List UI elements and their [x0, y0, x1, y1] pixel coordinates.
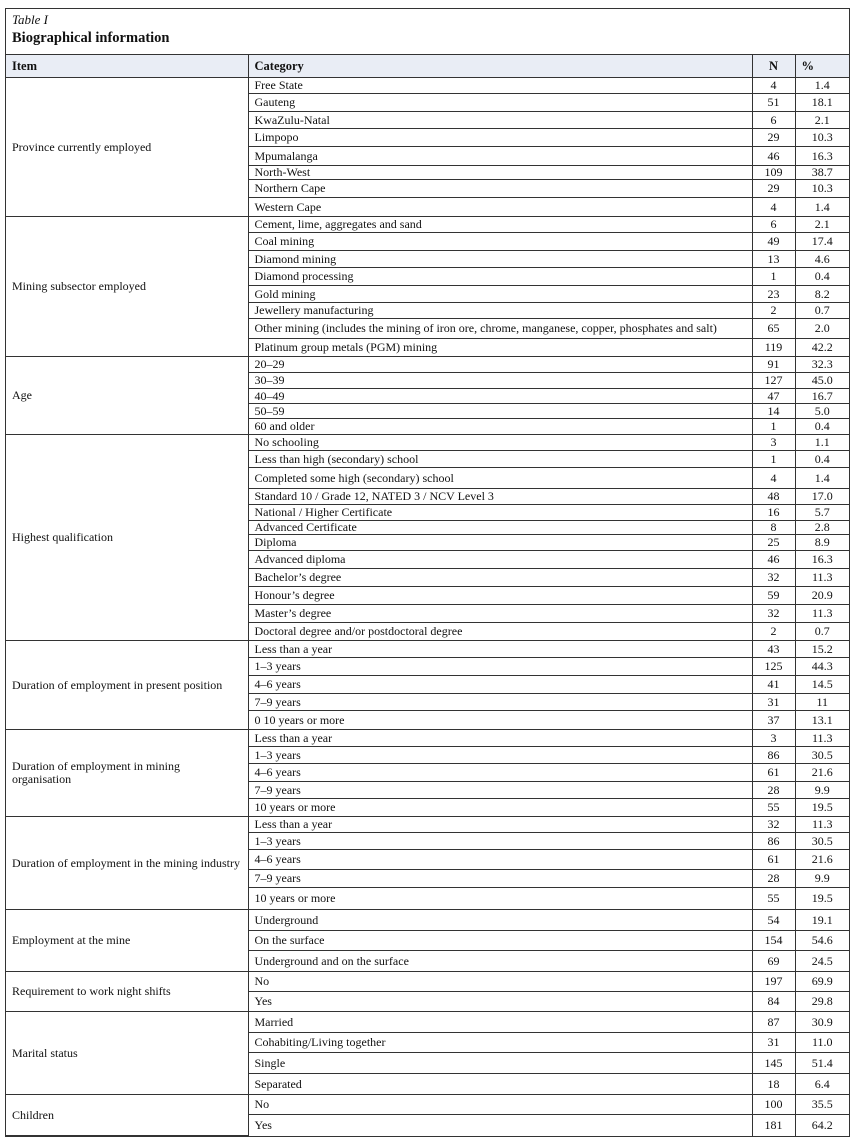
category-cell: 7–9 years — [248, 694, 752, 711]
n-cell: 8 — [752, 521, 795, 535]
percent-cell: 13.1 — [795, 711, 849, 730]
category-cell: Yes — [248, 992, 752, 1012]
percent-cell: 2.1 — [795, 112, 849, 129]
category-cell: 40–49 — [248, 389, 752, 404]
header-category: Category — [248, 55, 752, 78]
percent-cell: 11.0 — [795, 1033, 849, 1053]
percent-cell: 19.1 — [795, 910, 849, 931]
n-cell: 86 — [752, 747, 795, 764]
n-cell: 55 — [752, 799, 795, 817]
category-cell: Free State — [248, 78, 752, 94]
category-cell: 1–3 years — [248, 658, 752, 676]
n-cell: 32 — [752, 569, 795, 587]
category-cell: Cohabiting/Living together — [248, 1033, 752, 1053]
n-cell: 84 — [752, 992, 795, 1012]
category-cell: 60 and older — [248, 419, 752, 435]
percent-cell: 17.0 — [795, 489, 849, 505]
category-cell: Standard 10 / Grade 12, NATED 3 / NCV Level 3 — [248, 489, 752, 505]
category-cell: Bachelor’s degree — [248, 569, 752, 587]
n-cell: 55 — [752, 888, 795, 910]
category-cell: Underground — [248, 910, 752, 931]
percent-cell: 19.5 — [795, 799, 849, 817]
percent-cell: 54.6 — [795, 931, 849, 951]
category-cell: Honour’s degree — [248, 587, 752, 605]
item-cell: Duration of employment in the mining industry — [6, 817, 248, 910]
table-row — [6, 641, 849, 658]
category-cell: Underground and on the surface — [248, 951, 752, 972]
category-cell: Diamond mining — [248, 251, 752, 268]
table-row — [6, 1012, 849, 1033]
item-cell: Mining subsector employed — [6, 217, 248, 357]
category-cell: Married — [248, 1012, 752, 1033]
n-cell: 37 — [752, 711, 795, 730]
percent-cell: 51.4 — [795, 1053, 849, 1074]
category-cell: 4–6 years — [248, 676, 752, 694]
category-cell: Master’s degree — [248, 605, 752, 623]
category-cell: Limpopo — [248, 129, 752, 147]
n-cell: 32 — [752, 817, 795, 833]
table-row — [6, 78, 849, 94]
item-cell: Duration of employment in present position — [6, 641, 248, 730]
table-title: Biographical information — [12, 30, 170, 46]
n-cell: 54 — [752, 910, 795, 931]
n-cell: 46 — [752, 147, 795, 166]
category-cell: Gold mining — [248, 286, 752, 303]
category-cell: Western Cape — [248, 198, 752, 217]
category-cell: Diamond processing — [248, 268, 752, 286]
category-cell: KwaZulu-Natal — [248, 112, 752, 129]
n-cell: 109 — [752, 166, 795, 180]
n-cell: 2 — [752, 303, 795, 319]
percent-cell: 11.3 — [795, 730, 849, 747]
category-cell: Jewellery manufacturing — [248, 303, 752, 319]
percent-cell: 44.3 — [795, 658, 849, 676]
percent-cell: 8.9 — [795, 535, 849, 551]
category-cell: Yes — [248, 1115, 752, 1136]
header-item: Item — [6, 55, 248, 78]
table-container — [5, 8, 850, 1137]
category-cell: 10 years or more — [248, 888, 752, 910]
n-cell: 16 — [752, 505, 795, 521]
percent-cell: 38.7 — [795, 166, 849, 180]
n-cell: 61 — [752, 764, 795, 782]
n-cell: 87 — [752, 1012, 795, 1033]
percent-cell: 0.7 — [795, 303, 849, 319]
n-cell: 59 — [752, 587, 795, 605]
item-cell: Province currently employed — [6, 78, 248, 217]
percent-cell: 2.0 — [795, 319, 849, 339]
category-cell: On the surface — [248, 931, 752, 951]
percent-cell: 19.5 — [795, 888, 849, 910]
item-cell: Highest qualification — [6, 435, 248, 641]
percent-cell: 1.4 — [795, 468, 849, 489]
n-cell: 4 — [752, 198, 795, 217]
n-cell: 28 — [752, 782, 795, 799]
percent-cell: 24.5 — [795, 951, 849, 972]
percent-cell: 1.1 — [795, 435, 849, 451]
category-cell: Gauteng — [248, 94, 752, 112]
percent-cell: 5.7 — [795, 505, 849, 521]
category-cell: Advanced Certificate — [248, 521, 752, 535]
n-cell: 48 — [752, 489, 795, 505]
category-cell: Less than a year — [248, 641, 752, 658]
percent-cell: 0.4 — [795, 451, 849, 468]
n-cell: 43 — [752, 641, 795, 658]
n-cell: 3 — [752, 435, 795, 451]
percent-cell: 11.3 — [795, 605, 849, 623]
percent-cell: 1.4 — [795, 78, 849, 94]
n-cell: 28 — [752, 870, 795, 888]
percent-cell: 21.6 — [795, 850, 849, 870]
category-cell: Platinum group metals (PGM) mining — [248, 339, 752, 357]
item-cell: Children — [6, 1095, 248, 1136]
percent-cell: 64.2 — [795, 1115, 849, 1136]
category-cell: 1–3 years — [248, 747, 752, 764]
table-row — [6, 730, 849, 747]
n-cell: 69 — [752, 951, 795, 972]
category-cell: Separated — [248, 1074, 752, 1095]
n-cell: 1 — [752, 451, 795, 468]
item-cell: Requirement to work night shifts — [6, 972, 248, 1012]
item-cell: Age — [6, 357, 248, 435]
percent-cell: 16.3 — [795, 147, 849, 166]
category-cell: Diploma — [248, 535, 752, 551]
percent-cell: 9.9 — [795, 870, 849, 888]
n-cell: 86 — [752, 833, 795, 850]
category-cell: No — [248, 972, 752, 992]
category-cell: Less than a year — [248, 817, 752, 833]
n-cell: 1 — [752, 419, 795, 435]
percent-cell: 2.1 — [795, 217, 849, 233]
header-row — [6, 55, 849, 78]
n-cell: 6 — [752, 217, 795, 233]
n-cell: 197 — [752, 972, 795, 992]
percent-cell: 11.3 — [795, 569, 849, 587]
n-cell: 29 — [752, 129, 795, 147]
table-row — [6, 1095, 849, 1115]
category-cell: 20–29 — [248, 357, 752, 373]
percent-cell: 32.3 — [795, 357, 849, 373]
category-cell: No — [248, 1095, 752, 1115]
n-cell: 49 — [752, 233, 795, 251]
category-cell: 0 10 years or more — [248, 711, 752, 730]
table-row — [6, 217, 849, 233]
n-cell: 65 — [752, 319, 795, 339]
category-cell: Doctoral degree and/or postdoctoral degree — [248, 623, 752, 641]
percent-cell: 30.5 — [795, 833, 849, 850]
n-cell: 31 — [752, 694, 795, 711]
percent-cell: 15.2 — [795, 641, 849, 658]
category-cell: North-West — [248, 166, 752, 180]
n-cell: 6 — [752, 112, 795, 129]
n-cell: 25 — [752, 535, 795, 551]
table-row — [6, 357, 849, 373]
percent-cell: 10.3 — [795, 180, 849, 198]
percent-cell: 2.8 — [795, 521, 849, 535]
percent-cell: 9.9 — [795, 782, 849, 799]
percent-cell: 4.6 — [795, 251, 849, 268]
category-cell: 4–6 years — [248, 764, 752, 782]
n-cell: 100 — [752, 1095, 795, 1115]
percent-cell: 17.4 — [795, 233, 849, 251]
n-cell: 29 — [752, 180, 795, 198]
n-cell: 46 — [752, 551, 795, 569]
header-n: N — [752, 55, 795, 78]
percent-cell: 1.4 — [795, 198, 849, 217]
percent-cell: 20.9 — [795, 587, 849, 605]
category-cell: 1–3 years — [248, 833, 752, 850]
table-row — [6, 972, 849, 992]
percent-cell: 16.3 — [795, 551, 849, 569]
n-cell: 125 — [752, 658, 795, 676]
category-cell: No schooling — [248, 435, 752, 451]
category-cell: 7–9 years — [248, 870, 752, 888]
n-cell: 154 — [752, 931, 795, 951]
n-cell: 145 — [752, 1053, 795, 1074]
category-cell: Coal mining — [248, 233, 752, 251]
percent-cell: 30.9 — [795, 1012, 849, 1033]
n-cell: 127 — [752, 373, 795, 389]
n-cell: 2 — [752, 623, 795, 641]
percent-cell: 42.2 — [795, 339, 849, 357]
item-cell: Duration of employment in mining organisation — [6, 730, 248, 817]
percent-cell: 6.4 — [795, 1074, 849, 1095]
n-cell: 13 — [752, 251, 795, 268]
n-cell: 181 — [752, 1115, 795, 1136]
n-cell: 51 — [752, 94, 795, 112]
n-cell: 4 — [752, 78, 795, 94]
n-cell: 119 — [752, 339, 795, 357]
table-caption — [6, 9, 849, 55]
percent-cell: 14.5 — [795, 676, 849, 694]
n-cell: 41 — [752, 676, 795, 694]
n-cell: 23 — [752, 286, 795, 303]
percent-cell: 69.9 — [795, 972, 849, 992]
table-row — [6, 817, 849, 833]
percent-cell: 0.7 — [795, 623, 849, 641]
percent-cell: 0.4 — [795, 419, 849, 435]
category-cell: 7–9 years — [248, 782, 752, 799]
item-cell: Employment at the mine — [6, 910, 248, 972]
category-cell: Less than high (secondary) school — [248, 451, 752, 468]
percent-cell: 18.1 — [795, 94, 849, 112]
percent-cell: 35.5 — [795, 1095, 849, 1115]
n-cell: 18 — [752, 1074, 795, 1095]
table-label: Table I — [12, 12, 48, 27]
category-cell: Less than a year — [248, 730, 752, 747]
category-cell: Completed some high (secondary) school — [248, 468, 752, 489]
n-cell: 31 — [752, 1033, 795, 1053]
header-percent: % — [795, 55, 849, 78]
n-cell: 4 — [752, 468, 795, 489]
table-row — [6, 435, 849, 451]
item-cell: Marital status — [6, 1012, 248, 1095]
percent-cell: 30.5 — [795, 747, 849, 764]
n-cell: 91 — [752, 357, 795, 373]
category-cell: Other mining (includes the mining of iron ore, chrome, manganese, copper, phosphates and salt) — [248, 319, 752, 339]
percent-cell: 8.2 — [795, 286, 849, 303]
category-cell: Northern Cape — [248, 180, 752, 198]
percent-cell: 29.8 — [795, 992, 849, 1012]
percent-cell: 0.4 — [795, 268, 849, 286]
n-cell: 3 — [752, 730, 795, 747]
n-cell: 32 — [752, 605, 795, 623]
n-cell: 1 — [752, 268, 795, 286]
percent-cell: 11.3 — [795, 817, 849, 833]
category-cell: Advanced diploma — [248, 551, 752, 569]
percent-cell: 45.0 — [795, 373, 849, 389]
n-cell: 14 — [752, 404, 795, 419]
n-cell: 61 — [752, 850, 795, 870]
category-cell: National / Higher Certificate — [248, 505, 752, 521]
biographical-table — [6, 55, 849, 1136]
table-row — [6, 910, 849, 931]
category-cell: 30–39 — [248, 373, 752, 389]
n-cell: 47 — [752, 389, 795, 404]
category-cell: 50–59 — [248, 404, 752, 419]
category-cell: 10 years or more — [248, 799, 752, 817]
percent-cell: 11 — [795, 694, 849, 711]
percent-cell: 21.6 — [795, 764, 849, 782]
percent-cell: 16.7 — [795, 389, 849, 404]
category-cell: Mpumalanga — [248, 147, 752, 166]
category-cell: 4–6 years — [248, 850, 752, 870]
percent-cell: 10.3 — [795, 129, 849, 147]
category-cell: Cement, lime, aggregates and sand — [248, 217, 752, 233]
category-cell: Single — [248, 1053, 752, 1074]
percent-cell: 5.0 — [795, 404, 849, 419]
